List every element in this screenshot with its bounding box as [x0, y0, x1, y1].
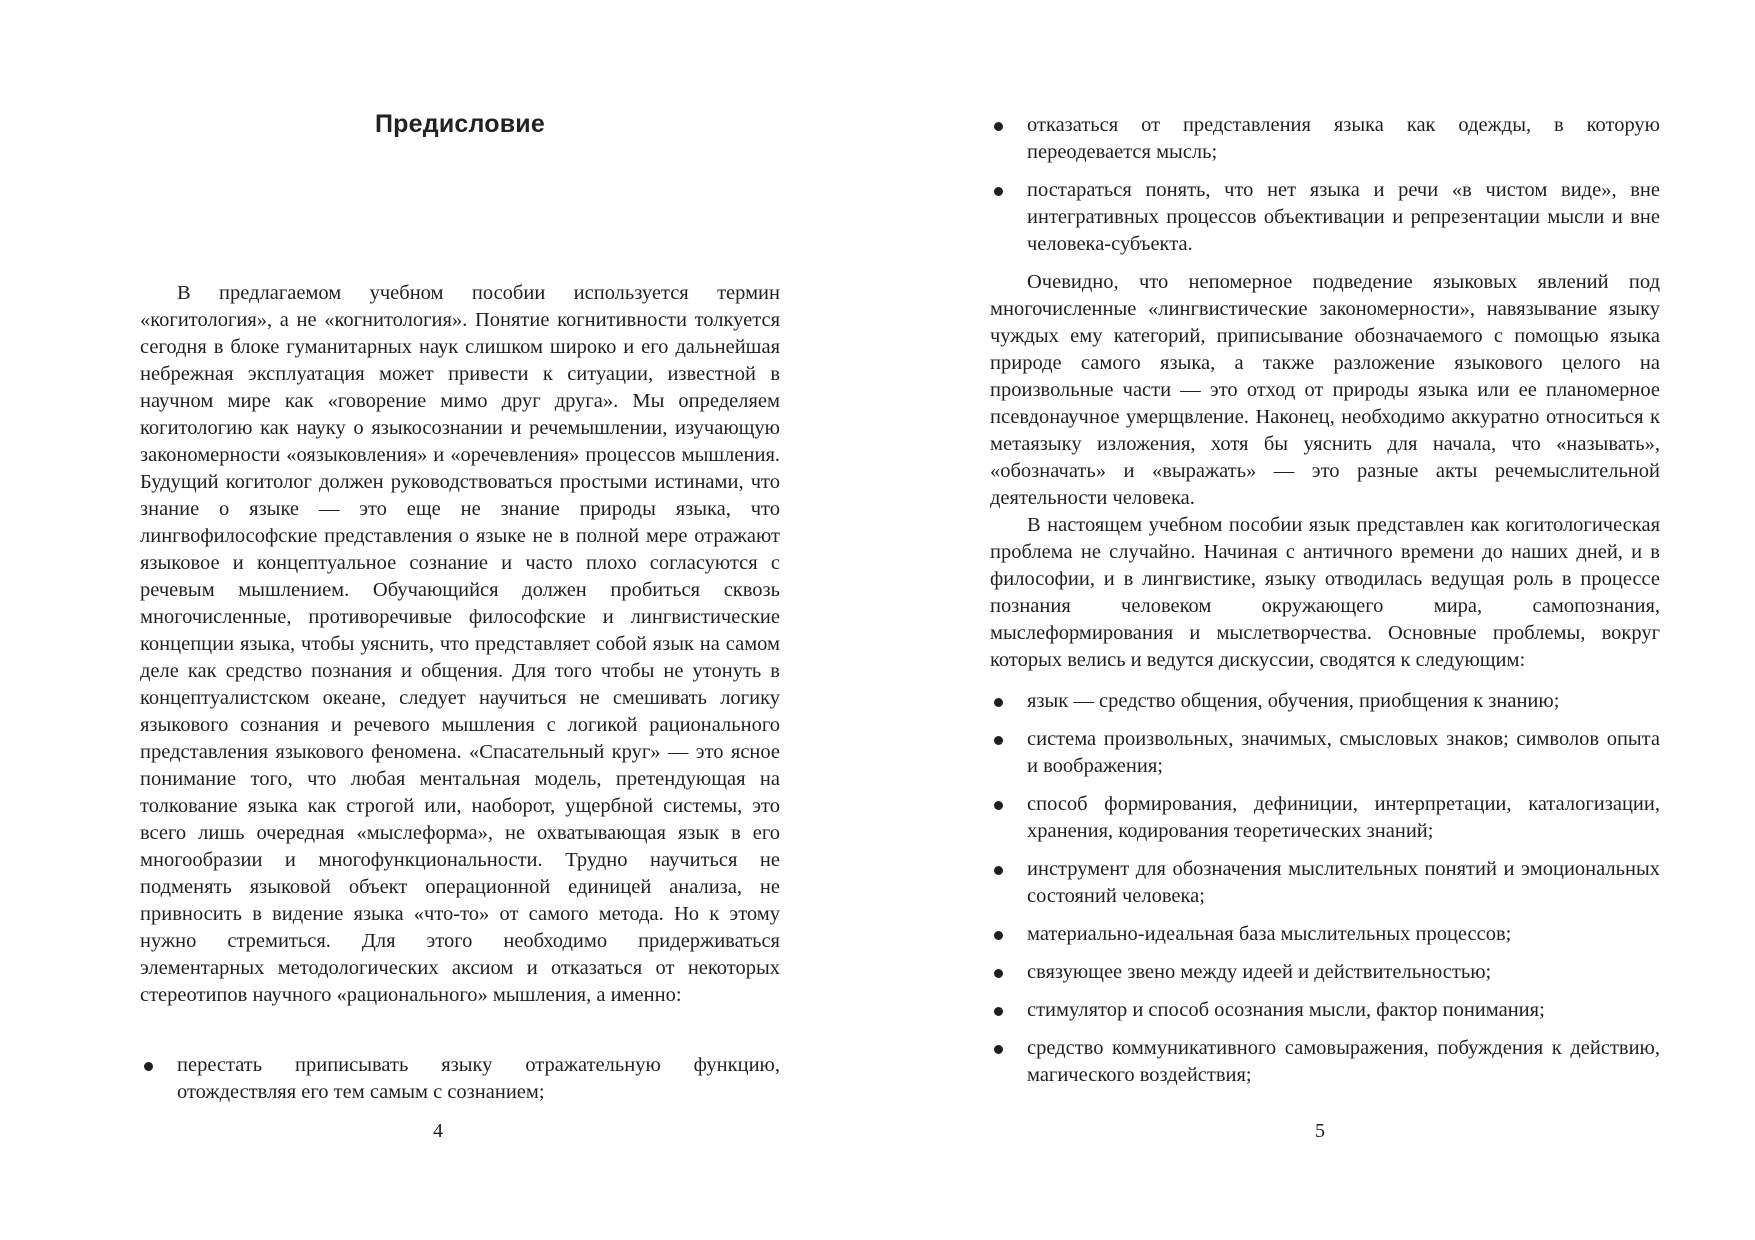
list-item: [990, 997, 1660, 1024]
bullet-icon: [994, 801, 1003, 810]
right-bullet-list-bottom: [990, 688, 1660, 1089]
list-item-text: средство коммуникативного самовыражения, побуждения к действию, магического воздействия;: [1027, 1037, 1660, 1086]
page-title: Предисловие: [375, 110, 545, 138]
bullet-icon: [144, 1062, 153, 1071]
left-bullet-list: [140, 1052, 780, 1117]
intro-paragraph: В предлагаемом учебном пособии используется термин «когитология», а не «когнитология». Понятие когнитивности толкуется сегодня в блоке гуманитарных наук слишком широко и его дальнейшая небрежная эксплуатация может привести к ситуации, известной в научном мире как «говорение мимо друг друга». Мы определяем когитологию как науку о языкосознании и речемышлении, изучающую закономерности «оязыковления» и «оречевления» процессов мышления. Будущий когитолог должен руководствоваться простыми истинами, что знание о языке — это еще не знание природы языка, что лингвофилософские представления о языке не в полной мере отражают языковое и концептуальное сознание и часто плохо согласуются с речевым мышлением. Обучающийся должен пробиться сквозь многочисленные, противоречивые философские и лингвистические концепции языка, чтобы уяснить, что представляет собой язык на самом деле как средство познания и общения. Для того чтобы не утонуть в концептуалистском океане, следует научиться не смешивать логику языкового сознания и речевого мышления с логикой рационального представления языкового феномена. «Спасательный круг» — это ясное понимание того, что любая ментальная модель, претендующая на толкование языка как строгой или, наоборот, ущербной системы, это всего лишь очередная «мыслеформа», не охватывающая язык в его многообразии и многофункциональности. Трудно научиться не подменять языковой объект операционной единицей анализа, не привносить в видение языка «что-то» от самого метода. Но к этому нужно стремиться. Для этого необходимо придерживаться элементарных методологических аксиом и отказаться от некоторых стереотипов научного «рационального» мышления, а именно:: [140, 282, 780, 1006]
list-item-text: способ формирования, дефиниции, интерпретации, каталогизации, хранения, кодирования теоретических знаний;: [1027, 793, 1660, 842]
list-item-text: инструмент для обозначения мыслительных понятий и эмоциональных состояний человека;: [1027, 858, 1660, 907]
right-bullet-list-top: [990, 112, 1660, 258]
bullet-icon: [994, 1045, 1003, 1054]
list-item-text: отказаться от представления языка как одежды, в которую переодевается мысль;: [1027, 114, 1660, 163]
list-item: [990, 921, 1660, 948]
list-item: [990, 112, 1660, 166]
list-item-text: материально-идеальная база мыслительных процессов;: [1027, 923, 1512, 945]
bullet-icon: [994, 698, 1003, 707]
list-item-text: перестать приписывать языку отражательную функцию, отождествляя его тем самым с сознанием;: [177, 1054, 780, 1103]
list-item: [990, 791, 1660, 845]
bullet-icon: [994, 187, 1003, 196]
page-number-left: 4: [433, 1120, 443, 1142]
bullet-icon: [994, 1007, 1003, 1016]
list-item: [990, 856, 1660, 910]
list-item: [990, 726, 1660, 780]
bullet-icon: [994, 969, 1003, 978]
list-item: [990, 688, 1660, 715]
page-number-right: 5: [1315, 1120, 1325, 1142]
list-item-text: связующее звено между идеей и действительностью;: [1027, 961, 1492, 983]
paragraph-1: Очевидно, что непомерное подведение языковых явлений под многочисленные «лингвистические закономерности», навязывание языку чуждых ему категорий, приписывание обозначаемого с помощью языка природе самого языка, а также разложение языкового целого на произвольные части — это отход от природы языка или ее планомерное псевдонаучное умерщвление. Наконец, необходимо аккуратно относиться к метаязыку изложения, хотя бы уяснить для начала, что «называть», «обозначать» и «выражать» — это разные акты речемыслительной деятельности человека.: [990, 271, 1660, 509]
bullet-icon: [994, 866, 1003, 875]
list-item-text: система произвольных, значимых, смысловых знаков; символов опыта и воображения;: [1027, 728, 1660, 777]
list-item-text: язык — средство общения, обучения, приобщения к знанию;: [1027, 690, 1560, 712]
right-page-content: [990, 112, 1660, 1100]
list-item: [990, 959, 1660, 986]
list-item: [990, 177, 1660, 258]
bullet-icon: [994, 736, 1003, 745]
list-item-text: постараться понять, что нет языка и речи «в чистом виде», вне интегративных процессов объективации и репрезентации мысли и вне человека-субъекта.: [1027, 179, 1660, 255]
paragraph-2: В настоящем учебном пособии язык представлен как когитологическая проблема не случайно. Начиная с античного времени до наших дней, и в философии, и в лингвистике, языку отводилась ведущая роль в процессе познания человеком окружающего мира, самопознания, мыслеформирования и мыслетворчества. Основные проблемы, вокруг которых велись и ведутся дискуссии, сводятся к следующим:: [990, 514, 1660, 671]
bullet-icon: [994, 122, 1003, 131]
list-item-text: стимулятор и способ осознания мысли, фактор понимания;: [1027, 999, 1545, 1021]
list-item: [990, 1035, 1660, 1089]
list-item: [140, 1052, 780, 1106]
bullet-icon: [994, 931, 1003, 940]
